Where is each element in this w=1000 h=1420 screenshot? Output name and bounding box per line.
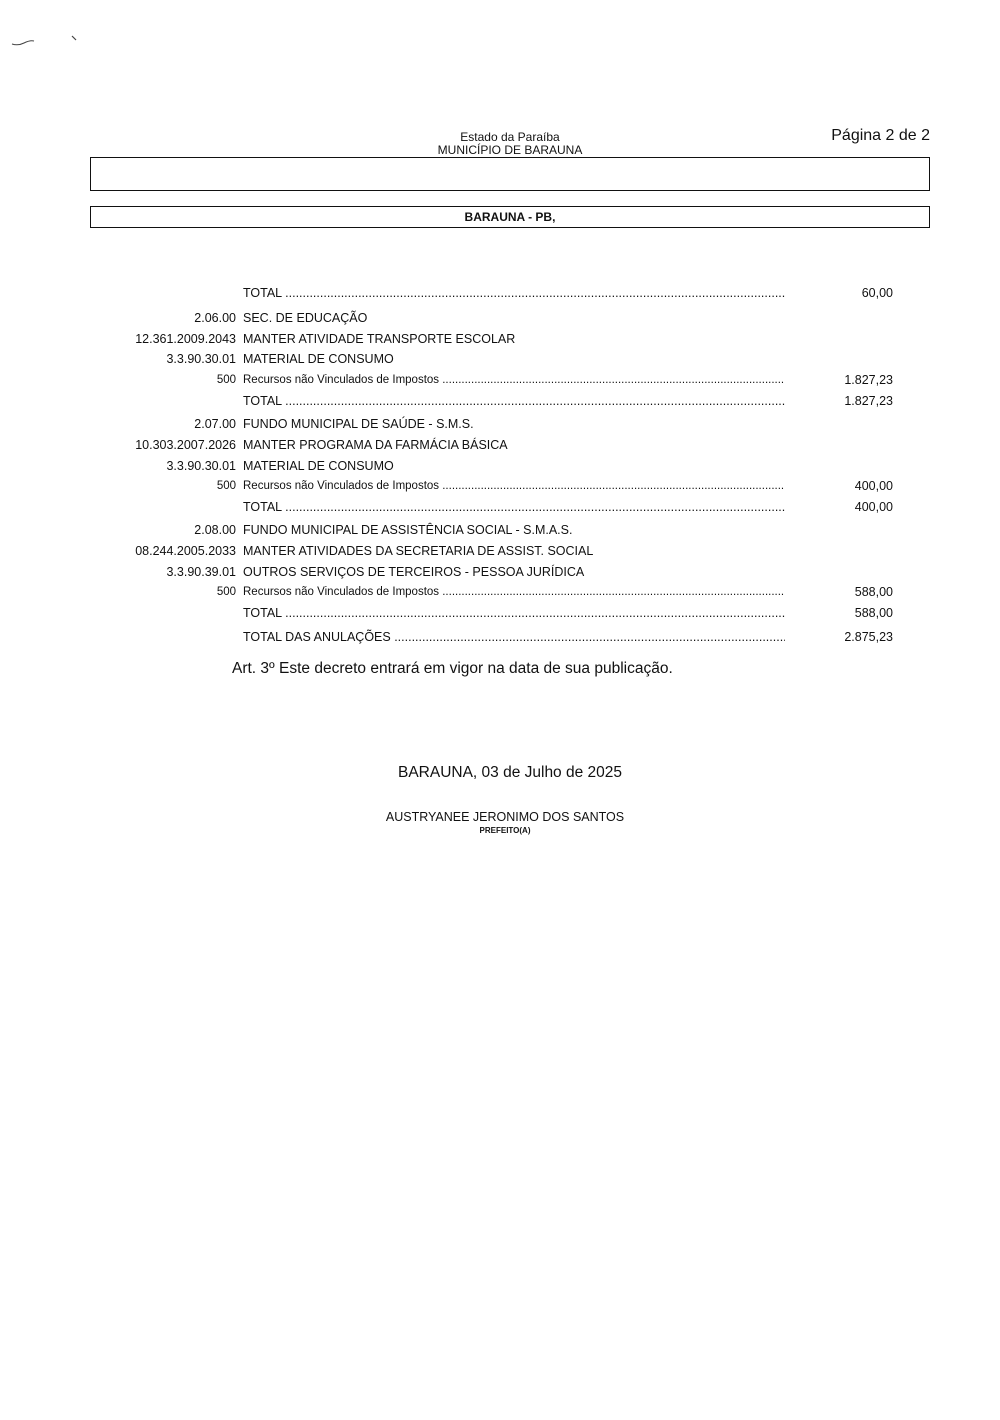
table-row — [0, 604, 1000, 622]
row-description: MANTER PROGRAMA DA FARMÁCIA BÁSICA — [243, 438, 508, 452]
row-description: FUNDO MUNICIPAL DE ASSISTÊNCIA SOCIAL - S.M.A.S. — [243, 523, 573, 537]
row-description: MANTER ATIVIDADE TRANSPORTE ESCOLAR — [243, 332, 516, 346]
table-row — [0, 436, 1000, 454]
row-amount: 400,00 — [854, 500, 893, 514]
row-amount: 400,00 — [854, 479, 893, 493]
table-row — [0, 350, 1000, 368]
location-label: BARAUNA - PB, — [464, 210, 556, 224]
row-description: TOTAL ..... — [243, 284, 785, 302]
row-code: 2.07.00 — [194, 417, 236, 431]
table-row — [0, 498, 1000, 516]
row-amount: 588,00 — [854, 585, 893, 599]
signatory-name: AUSTRYANEE JERONIMO DOS SANTOS — [385, 810, 625, 824]
state-title: Estado da Paraíba — [460, 130, 560, 144]
scribble-mark — [10, 34, 80, 48]
row-description: TOTAL DAS ANULAÇÕES ..... — [243, 628, 785, 646]
row-code: 500 — [216, 480, 236, 492]
municipality-title: MUNICÍPIO DE BARAUNA — [437, 143, 583, 157]
row-description: FUNDO MUNICIPAL DE SAÚDE - S.M.S. — [243, 417, 474, 431]
row-description: Recursos não Vinculados de Impostos ..... — [243, 371, 785, 389]
table-row — [0, 521, 1000, 539]
row-code: 2.08.00 — [194, 523, 236, 537]
table-row — [0, 371, 1000, 389]
row-description: SEC. DE EDUCAÇÃO — [243, 311, 368, 325]
row-amount: 1.827,23 — [844, 373, 893, 387]
row-description: OUTROS SERVIÇOS DE TERCEIROS - PESSOA JURÍDICA — [243, 565, 585, 579]
row-code: 10.303.2007.2026 — [135, 438, 236, 452]
signatory-role: PREFEITO(A) — [479, 826, 531, 835]
row-amount: 2.875,23 — [844, 630, 893, 644]
table-row — [0, 284, 1000, 302]
row-description: MANTER ATIVIDADES DA SECRETARIA DE ASSIST. SOCIAL — [243, 544, 594, 558]
row-amount: 1.827,23 — [844, 394, 893, 408]
signature-date: BARAUNA, 03 de Julho de 2025 — [397, 764, 623, 781]
row-code: 3.3.90.30.01 — [166, 352, 236, 366]
table-row — [0, 415, 1000, 433]
table-row — [0, 628, 1000, 646]
location-box — [90, 206, 930, 228]
row-code: 08.244.2005.2033 — [135, 544, 236, 558]
row-code: 3.3.90.30.01 — [166, 459, 236, 473]
row-amount: 60,00 — [861, 286, 893, 300]
header-box — [90, 157, 930, 191]
table-row — [0, 583, 1000, 601]
table-row — [0, 392, 1000, 410]
row-code: 2.06.00 — [194, 311, 236, 325]
row-description: TOTAL ..... — [243, 498, 785, 516]
table-row — [0, 563, 1000, 581]
row-description: MATERIAL DE CONSUMO — [243, 459, 394, 473]
row-code: 12.361.2009.2043 — [135, 332, 236, 346]
row-description: TOTAL ..... — [243, 604, 785, 622]
page-number: Página 2 de 2 — [831, 127, 930, 144]
row-amount: 588,00 — [854, 606, 893, 620]
table-row — [0, 309, 1000, 327]
row-description: Recursos não Vinculados de Impostos ..... — [243, 583, 785, 601]
article-text: Art. 3º Este decreto entrará em vigor na data de sua publicação. — [232, 660, 673, 677]
table-row — [0, 330, 1000, 348]
table-row — [0, 457, 1000, 475]
row-code: 3.3.90.39.01 — [166, 565, 236, 579]
table-row — [0, 477, 1000, 495]
row-code: 500 — [216, 374, 236, 386]
row-description: Recursos não Vinculados de Impostos ..... — [243, 477, 785, 495]
table-row — [0, 542, 1000, 560]
row-description: TOTAL ..... — [243, 392, 785, 410]
row-description: MATERIAL DE CONSUMO — [243, 352, 394, 366]
row-code: 500 — [216, 586, 236, 598]
